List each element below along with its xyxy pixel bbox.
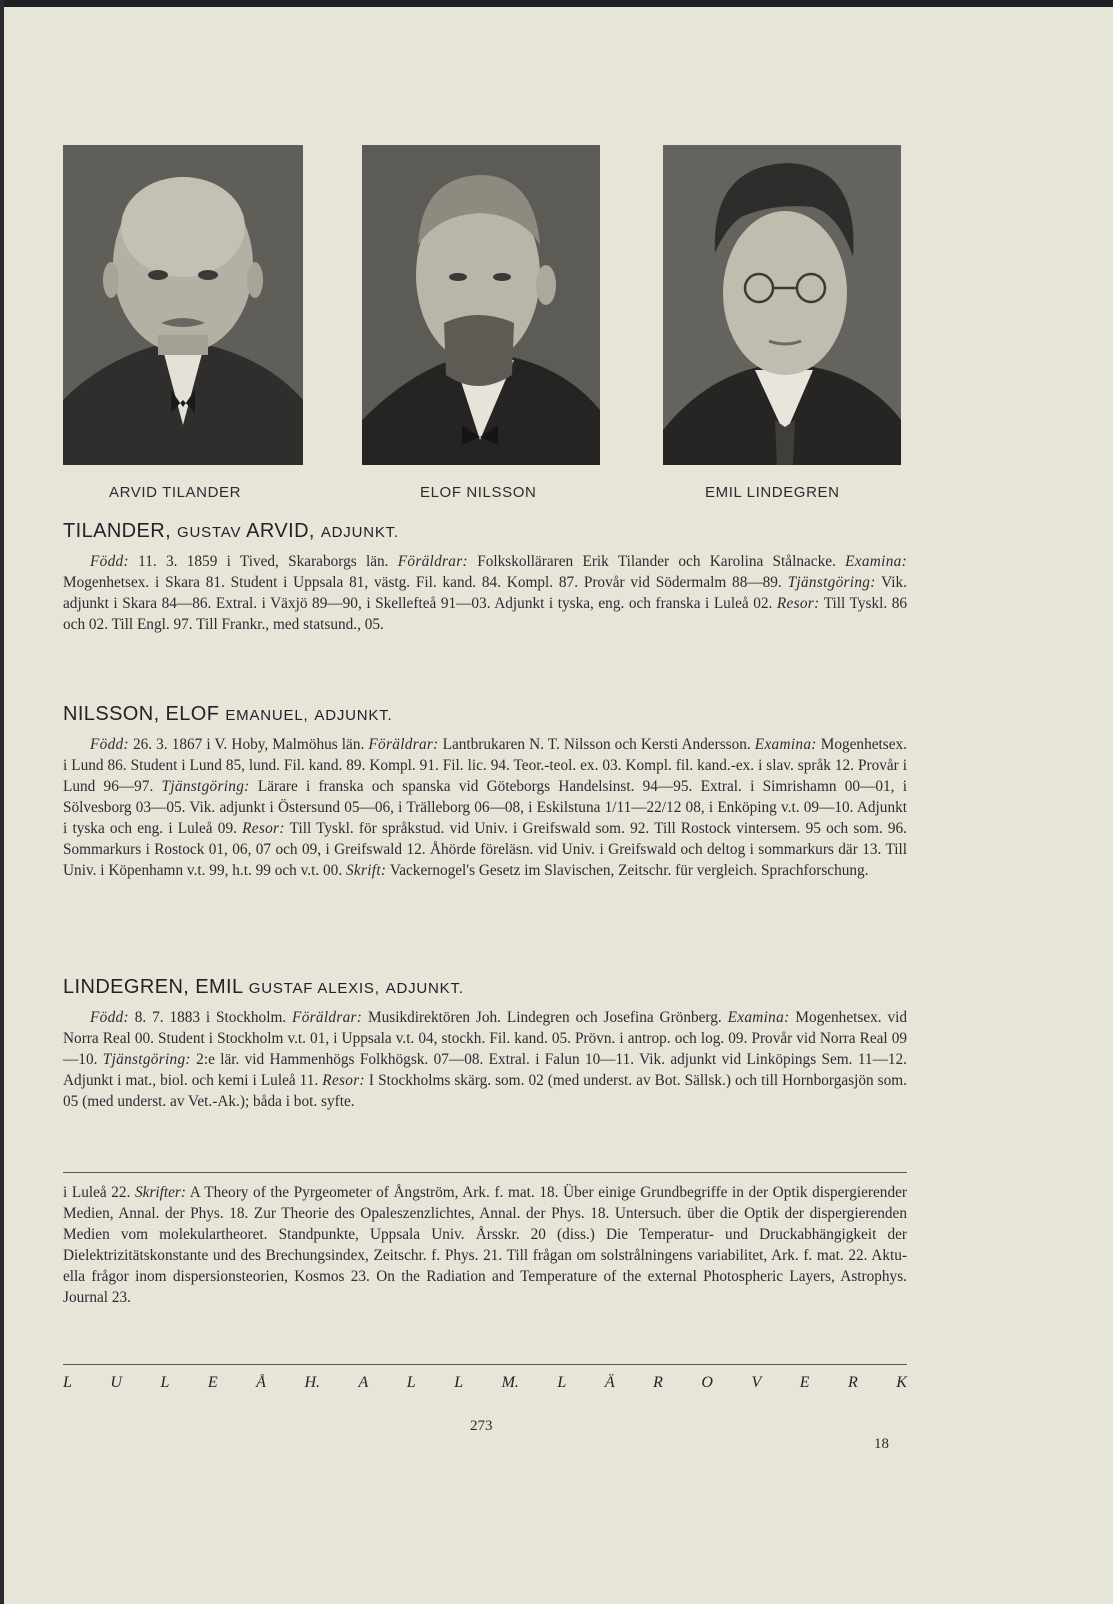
entry-title: ADJUNKT. — [314, 707, 393, 724]
footnote-label: Skrifter: — [135, 1184, 186, 1201]
entry-given-name: GUSTAV — [177, 524, 242, 541]
service-text: Lärare i franska och spanska vid Göteborgs Handelsinst. 94—95. Extral. i Simrishamn 00—01, i Sölvesborg 03—05. Vik. adjunkt i Östersund 05—06, i Trälleborg 06—08, i Eskilstuna 1/11—22/12 08, i Enköping v.t. 09—10. Adjunkt i tyska och eng. i Luleå 09. — [63, 778, 908, 837]
travel-text: Till Tyskl. 86 och 02. Till Engl. 97. Till Frankr., med statsund., 05. — [63, 595, 908, 633]
parents-text: Musikdirektören Joh. Lindegren och Josefina Grönberg. — [362, 1009, 728, 1026]
entry-heading — [63, 703, 907, 726]
writings-text: Vackernogel's Gesetz im Slavischen, Zeitschr. für vergleich. Sprachforschung. — [386, 862, 869, 879]
parents-text: Folkskolläraren Erik Tilander och Karolina Stålnacke. — [467, 553, 846, 570]
footer-letter: A — [358, 1374, 369, 1391]
parents-label: Föräldrar: — [292, 1009, 363, 1026]
footnote-rule — [63, 1172, 907, 1173]
footnote-lead: i Luleå 22. — [63, 1184, 135, 1201]
exams-label: Examina: — [845, 553, 907, 570]
portrait-caption: EMIL LINDEGREN — [705, 484, 840, 501]
entry-called-name: EMIL — [195, 976, 243, 998]
biography-entry-lindegren — [63, 976, 907, 1112]
parents-text: Lantbrukaren N. T. Nilsson och Kersti Andersson. — [438, 736, 755, 753]
portrait-photo-lindegren — [663, 145, 901, 465]
entry-surname: TILANDER, — [63, 520, 172, 542]
born-text: 8. 7. 1883 i Stockholm. — [128, 1009, 293, 1026]
footer-letter: L — [63, 1374, 72, 1391]
travel-text: I Stockholms skärg. som. 02 (med underst. av Bot. Sällsk.) och till Hornborgasjön som. 05 (med underst. av Vet.-Ak.); båda i bot. syfte. — [63, 1072, 907, 1110]
entry-title: ADJUNKT. — [385, 980, 464, 997]
running-footer — [63, 1374, 907, 1392]
born-label: Född: — [90, 553, 129, 570]
born-label: Född: — [90, 736, 129, 753]
service-label: Tjänstgöring: — [787, 574, 876, 591]
travel-label: Resor: — [776, 595, 820, 612]
portrait-caption: ELOF NILSSON — [420, 484, 537, 501]
entry-body — [63, 1007, 907, 1112]
footer-letter: Ä — [604, 1374, 615, 1391]
footer-letter: Å — [256, 1374, 266, 1391]
footnote — [63, 1182, 907, 1308]
footer-letter: O — [701, 1374, 713, 1391]
page-top-edge — [0, 0, 1113, 7]
entry-surname: NILSSON, — [63, 703, 160, 725]
footer-letter: E — [799, 1374, 810, 1391]
entry-given-name: EMANUEL, — [225, 707, 309, 724]
footer-letter: M. — [501, 1374, 519, 1391]
entry-body — [63, 551, 907, 635]
biography-entry-tilander — [63, 520, 907, 635]
exams-label: Examina: — [754, 736, 817, 753]
service-label: Tjänstgöring: — [161, 778, 250, 795]
parents-label: Föräldrar: — [368, 736, 439, 753]
entry-title: ADJUNKT. — [320, 524, 399, 541]
entry-called-name: ARVID, — [246, 520, 315, 542]
service-text: 2:e lär. vid Hammenhögs Folkhögsk. 07—08. Extral. i Falun 10—11. Vik. adjunkt vid Linköpings Sem. 11—12. Adjunkt i mat., biol. och kemi i Luleå 11. — [63, 1051, 907, 1089]
service-text: Vik. adjunkt i Skara 84—86. Extral. i Växjö 89—90, i Skellefteå 91—03. Adjunkt i tyska, eng. och franska i Luleå 02. — [63, 574, 907, 612]
travel-label: Resor: — [242, 820, 285, 837]
footer-rule — [63, 1364, 907, 1365]
entry-heading — [63, 976, 907, 999]
exams-text: Mogenhetsex. i Lund 86. Student i Lund 85, lund. Fil. kand. 89. Kompl. 91. Fil. lic. 94. Teor.-teol. ex. 03. Kompl. fil. kand.-ex. i slav. språk 12. Provår i Lund 96—97. — [63, 736, 907, 795]
signature-mark: 18 — [874, 1436, 889, 1452]
entry-heading — [63, 520, 907, 543]
exams-text: Mogenhetsex. i Skara 81. Student i Uppsala 81, västg. Fil. kand. 84. Kompl. 87. Provår vid Södermalm 88—89. — [63, 574, 788, 591]
footer-letter: H. — [304, 1374, 320, 1391]
entry-body — [63, 734, 907, 881]
entry-given-name: GUSTAF ALEXIS, — [248, 980, 380, 997]
parents-label: Föräldrar: — [397, 553, 468, 570]
footer-letter: R — [653, 1374, 663, 1391]
page-number: 273 — [470, 1418, 493, 1434]
footer-letter: K — [896, 1374, 907, 1391]
travel-label: Resor: — [322, 1072, 365, 1089]
born-text: 11. 3. 1859 i Tived, Skaraborgs län. — [128, 553, 398, 570]
portrait-photo-tilander — [63, 145, 303, 465]
footer-letter: R — [848, 1374, 858, 1391]
footer-letter: L — [160, 1374, 170, 1391]
born-label: Född: — [90, 1009, 129, 1026]
writings-label: Skrift: — [345, 862, 387, 879]
entry-called-name: ELOF — [165, 703, 220, 725]
footer-letter: L — [454, 1374, 464, 1391]
travel-text: Till Tyskl. för språkstud. vid Univ. i Greifswald som. 92. Till Rostock vintersem. 95 och som. 96. Sommarkurs i Rostock 01, 06, 07 och 09, i Greifswald 12. Åhörde föreläsn. vid Univ. i Greifswald och deltog i sommarkurs där 13. Till Univ. i Köpenhamn v.t. 99, h.t. 99 och v.t. 00. — [63, 820, 908, 879]
entry-surname: LINDEGREN, — [63, 976, 190, 998]
exams-label: Examina: — [727, 1009, 790, 1026]
biography-entry-nilsson — [63, 703, 907, 881]
portrait-photo-nilsson — [362, 145, 600, 465]
footer-letter: L — [406, 1374, 416, 1391]
service-label: Tjänstgöring: — [102, 1051, 191, 1068]
footer-letter: E — [207, 1374, 218, 1391]
born-text: 26. 3. 1867 i V. Hoby, Malmöhus län. — [128, 736, 369, 753]
portrait-caption: ARVID TILANDER — [109, 484, 242, 501]
footer-letter: U — [110, 1374, 122, 1391]
exams-text: Mogenhetsex. vid Norra Real 00. Student i Stockholm v.t. 01, i Uppsala v.t. 04, stockh. Fil. kand. 05. Prövn. i antrop. och log. 09. Provår vid Norra Real 09—10. — [63, 1009, 908, 1068]
footer-letter: L — [557, 1374, 567, 1391]
page-left-edge — [0, 0, 4, 1604]
footnote-text: A Theory of the Pyrgeometer of Ångström, Ark. f. mat. 18. Über einige Grundbegriffe in der Optik dispergierender Medien, Annal. der Phys. 18. Zur Theorie des Opaleszenzlichtes, Annal. der Phys. 18. Untersuch. über die Optik der dispergierenden Medien vom molekulartheoret. Standpunkte, Uppsala Univ. Årsskr. 20 (diss.) Die Temperatur- und Druckabhängigkeit der Dielektrizitätskonstante und des Brechungsindex, Zeitschr. f. Phys. 21. Till frågan om solstrålningens variabilitet, Ark. f. mat. 22. Aktuella frågor inom dispersionsteorien, Kosmos 23. On the Radiation and Temperature of the external Photospheric Layers, Astrophys. Journal 23. — [63, 1184, 907, 1306]
footer-letter: V — [751, 1374, 762, 1391]
